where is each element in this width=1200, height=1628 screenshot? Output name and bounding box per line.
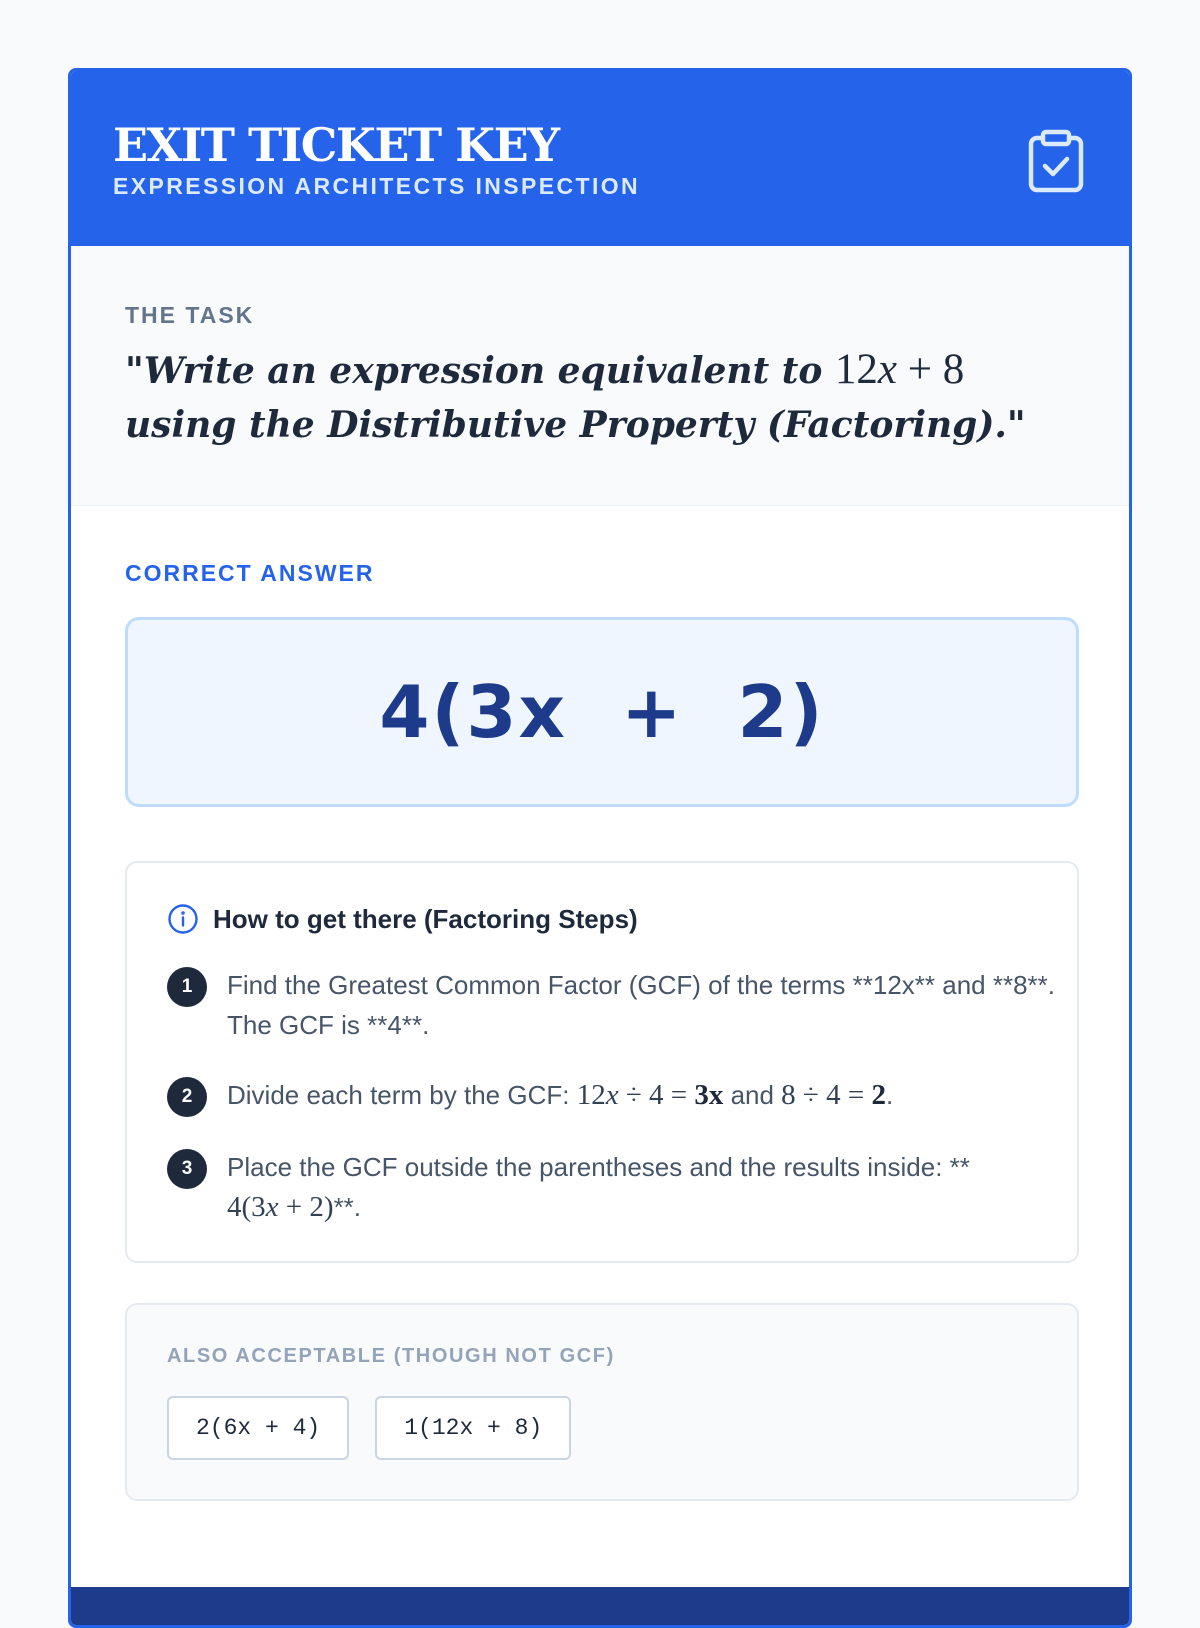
steps-title: How to get there (Factoring Steps)	[213, 903, 638, 934]
step-item-2	[167, 1075, 1077, 1117]
step-text	[227, 1075, 1057, 1117]
factoring-steps-panel	[125, 861, 1079, 1263]
step-3-math-end: + 2)	[278, 1191, 334, 1223]
step-text	[227, 1147, 1057, 1227]
step-number-badge: 3	[167, 1149, 207, 1189]
step-2-math-2-op: 8 ÷ 4 =	[781, 1079, 872, 1111]
also-acceptable-label: ALSO ACCEPTABLE (THOUGH NOT GCF)	[167, 1345, 615, 1367]
alternate-answer-chip: 2(6x + 4)	[167, 1396, 349, 1460]
step-2-math-1-var: x	[605, 1079, 619, 1111]
exit-ticket-card	[68, 68, 1132, 1628]
step-3-math-start: 4(3	[227, 1191, 266, 1223]
step-2-math-2	[781, 1079, 886, 1111]
task-prompt	[125, 343, 1085, 452]
card-header	[71, 71, 1129, 246]
task-quote-start: "Write an expression equivalent to	[125, 350, 835, 392]
step-item-3	[167, 1147, 1077, 1227]
task-expression-coef: 12	[834, 346, 878, 393]
task-quote-end: using the Distributive Property (Factoring)."	[125, 404, 1026, 446]
task-section	[71, 246, 1129, 506]
page-title: EXIT TICKET KEY	[113, 118, 559, 172]
also-acceptable-panel	[125, 1303, 1079, 1501]
step-text: Find the Greatest Common Factor (GCF) of the terms **12x** and **8**. The GCF is **4**.	[227, 970, 1056, 1040]
step-2-math-1	[577, 1079, 724, 1111]
step-2-text-end: .	[885, 1080, 894, 1110]
steps-header	[167, 903, 1077, 935]
clipboard-check-icon	[1027, 129, 1085, 193]
step-2-math-2-result: 2	[871, 1079, 886, 1111]
step-2-text-start: Divide each term by the GCF:	[227, 1080, 577, 1110]
task-label: THE TASK	[125, 302, 255, 328]
task-expression-var: x	[877, 346, 898, 393]
step-2-math-1-op: ÷ 4 =	[618, 1079, 695, 1111]
answer-label: CORRECT ANSWER	[125, 560, 375, 586]
answer-section	[71, 506, 1129, 807]
alternate-answer-chip: 1(12x + 8)	[375, 1396, 571, 1460]
step-item-1	[167, 965, 1077, 1045]
alternate-answers	[167, 1396, 1077, 1460]
info-circle-icon	[167, 903, 199, 935]
step-3-math	[227, 1191, 334, 1223]
step-2-math-1-coef: 12	[576, 1079, 606, 1111]
step-3-text-start: Place the GCF outside the parentheses and the results inside: **	[227, 1152, 970, 1182]
task-expression-const: + 8	[897, 346, 965, 393]
answer-box	[125, 617, 1079, 807]
step-2-math-1-result: 3x	[694, 1079, 724, 1111]
step-3-text-end: **.	[333, 1192, 362, 1222]
step-2-text-mid: and	[723, 1080, 782, 1110]
step-number-badge: 1	[167, 967, 207, 1007]
task-expression	[835, 346, 964, 393]
step-number-badge: 2	[167, 1077, 207, 1117]
correct-answer-value: 4(3x + 2)	[379, 670, 825, 754]
page-subtitle: EXPRESSION ARCHITECTS INSPECTION	[113, 173, 641, 199]
footer-bar	[71, 1587, 1129, 1625]
step-3-math-var: x	[265, 1191, 279, 1223]
